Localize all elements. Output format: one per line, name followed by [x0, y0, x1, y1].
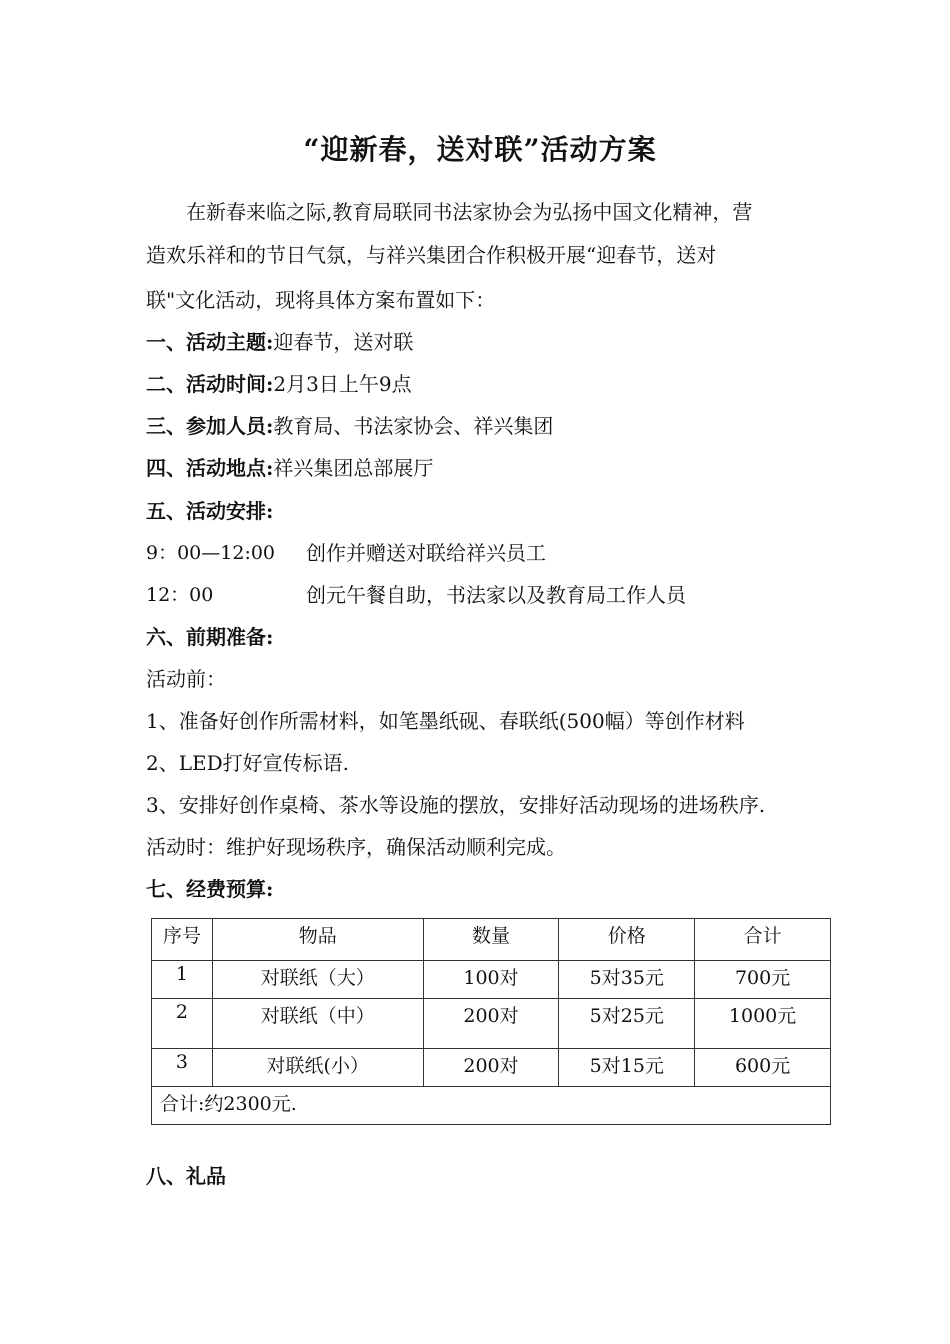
budget-cell: 5对25元 [559, 999, 695, 1049]
intro-line-2: 造欢乐祥和的节日气氛，与祥兴集团合作积极开展“迎春节，送对 [146, 243, 717, 267]
schedule-time-1: 9：00—12:00 [146, 542, 276, 564]
budget-cell: 对联纸(小） [212, 1049, 423, 1087]
section-theme [146, 332, 413, 352]
schedule-desc-1: 创作并赠送对联给祥兴员工 [306, 541, 546, 565]
section-theme-label: 一、活动主题: [146, 330, 274, 354]
schedule-desc-2: 创元午餐自助，书法家以及教育局工作人员 [306, 583, 686, 607]
section-location-label: 四、活动地点: [146, 456, 274, 480]
budget-cell: 1 [152, 961, 213, 999]
budget-cell: 100对 [423, 961, 559, 999]
budget-row [152, 1049, 831, 1087]
budget-cell: 600元 [695, 1049, 831, 1087]
budget-header-cell: 数量 [423, 919, 559, 961]
budget-total-row [152, 1087, 831, 1125]
section-time-value: 2月3日上午9点 [273, 372, 412, 396]
prep-line-during: 活动时：维护好现场秩序，确保活动顺利完成。 [146, 835, 566, 859]
gift-heading: 八、礼品 [146, 1164, 226, 1188]
budget-row [152, 961, 831, 999]
section-location [146, 458, 433, 478]
budget-header-cell: 序号 [152, 919, 213, 961]
section-participants-value: 教育局、书法家协会、祥兴集团 [273, 414, 554, 438]
budget-cell: 200对 [423, 1049, 559, 1087]
prep-line-led: 2、LED打好宣传标语. [146, 751, 349, 775]
budget-total: 合计:约2300元. [152, 1087, 831, 1125]
section-time-label: 二、活动时间: [146, 372, 274, 396]
budget-cell: 5对15元 [559, 1049, 695, 1087]
schedule-heading: 五、活动安排: [146, 499, 274, 523]
schedule-time-2: 12：00 [146, 584, 214, 606]
intro-line-3: 联"文化活动，现将具体方案布置如下： [146, 288, 496, 312]
budget-header-cell: 价格 [559, 919, 695, 961]
budget-cell: 对联纸（中） [212, 999, 423, 1049]
budget-cell: 700元 [695, 961, 831, 999]
document-title: “迎新春，送对联”活动方案 [303, 133, 657, 166]
prep-line-materials: 1、准备好创作所需材料，如笔墨纸砚、春联纸(500幅）等创作材料 [146, 709, 745, 733]
prep-heading: 六、前期准备: [146, 625, 274, 649]
prep-line-arrangement: 3、安排好创作桌椅、茶水等设施的摆放，安排好活动现场的进场秩序. [146, 793, 766, 817]
budget-cell: 3 [152, 1049, 213, 1087]
intro-line-1: 在新春来临之际,教育局联同书法家协会为弘扬中国文化精神，营 [186, 200, 753, 224]
budget-table [151, 918, 831, 1125]
budget-cell: 5对35元 [559, 961, 695, 999]
budget-header-cell: 物品 [212, 919, 423, 961]
section-location-value: 祥兴集团总部展厅 [273, 456, 434, 480]
budget-cell: 1000元 [695, 999, 831, 1049]
budget-row [152, 999, 831, 1049]
section-participants-label: 三、参加人员: [146, 414, 274, 438]
budget-header-cell: 合计 [695, 919, 831, 961]
budget-cell: 对联纸（大） [212, 961, 423, 999]
section-participants [146, 416, 553, 436]
section-time [146, 374, 412, 394]
section-theme-value: 迎春节，送对联 [273, 330, 414, 354]
budget-header-row [152, 919, 831, 961]
prep-line-before: 活动前： [146, 667, 226, 691]
budget-cell: 2 [152, 999, 213, 1049]
budget-heading: 七、经费预算: [146, 877, 274, 901]
budget-cell: 200对 [423, 999, 559, 1049]
